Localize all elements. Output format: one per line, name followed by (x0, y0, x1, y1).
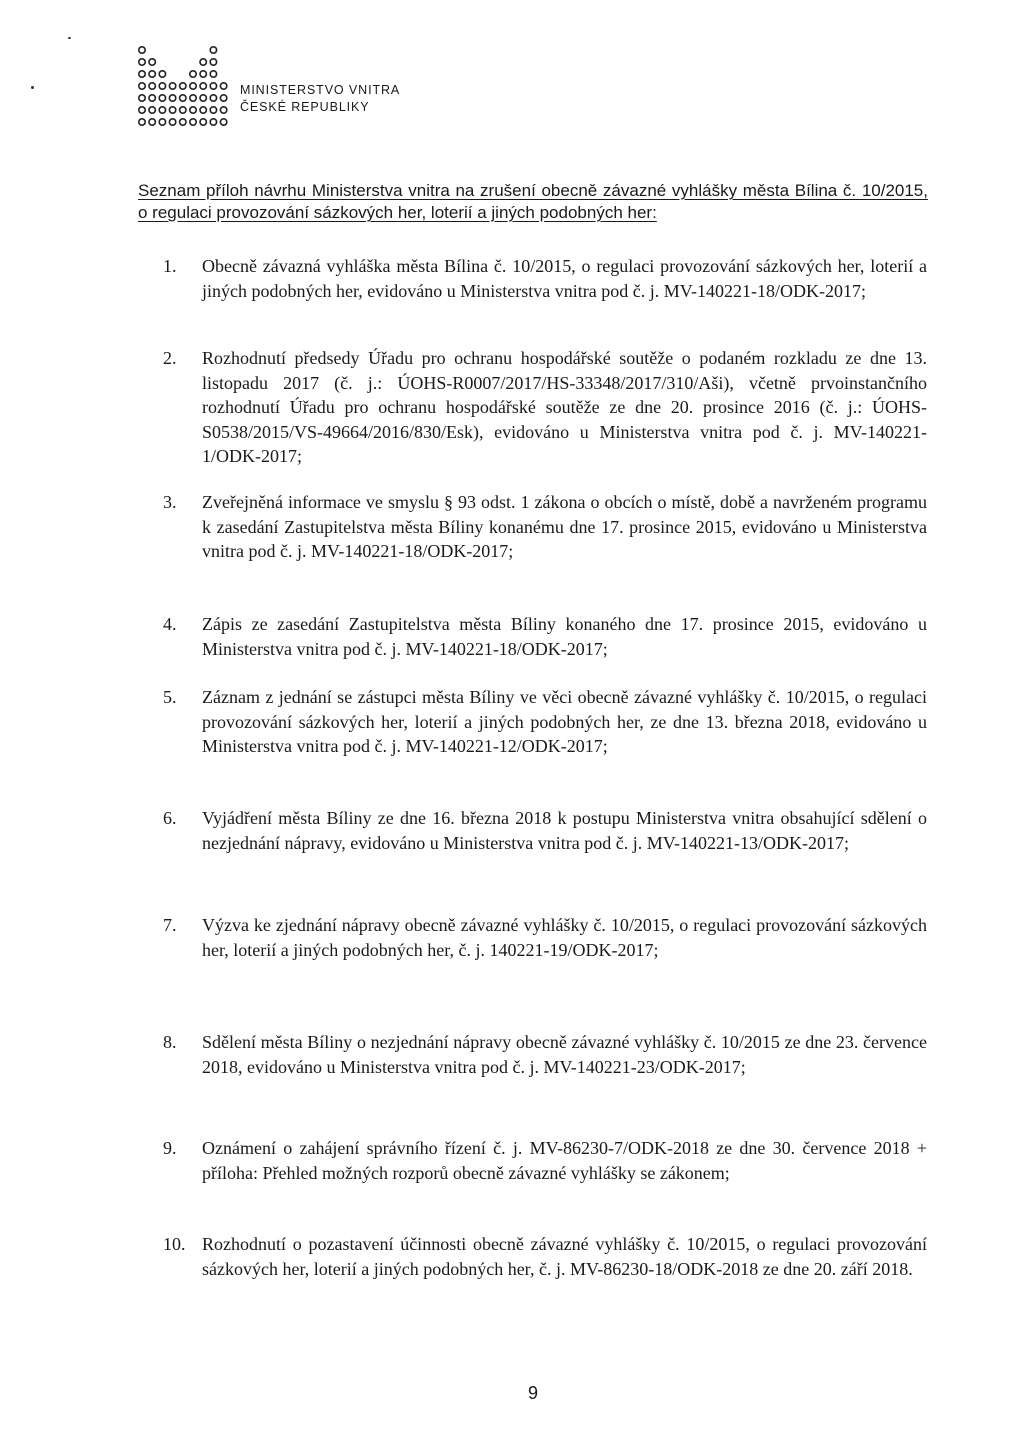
scan-speck (31, 86, 34, 89)
list-item-8 (163, 1030, 927, 1079)
logo-dot (210, 71, 216, 77)
logo-dot (200, 107, 206, 113)
list-item-7 (163, 913, 927, 962)
logo-dot (139, 119, 145, 125)
logo-dot (149, 71, 155, 77)
logo-dot (200, 71, 206, 77)
logo-dot (200, 95, 206, 101)
list-item-number: 10. (163, 1234, 186, 1254)
list-item-number: 2. (163, 348, 177, 368)
list-item-number: 1. (163, 256, 177, 276)
logo-dot (210, 107, 216, 113)
logo-dot (180, 95, 186, 101)
list-item-6 (163, 806, 927, 855)
logo-dot (169, 107, 175, 113)
logo-dot (180, 119, 186, 125)
logo-dot (210, 47, 216, 53)
dot-matrix-logo-icon (138, 46, 230, 132)
list-item-text: Oznámení o zahájení správního řízení č. j. MV-86230-7/ODK-2018 ze dne 30. července 2018 + příloha: Přehled možných rozporů obecně závazné vyhlášky se zákonem; (202, 1138, 927, 1183)
logo-dot (139, 107, 145, 113)
list-item-9 (163, 1136, 927, 1185)
logo-dot (210, 119, 216, 125)
logo-dot (139, 59, 145, 65)
list-item-number: 4. (163, 614, 177, 634)
logo-dot (139, 95, 145, 101)
logo-dot (149, 119, 155, 125)
logo-dot (200, 59, 206, 65)
logo-dot (139, 71, 145, 77)
page-number: 9 (527, 1383, 538, 1403)
list-item-text: Záznam z jednání se zástupci města Bíliny ve věci obecně závazné vyhlášky č. 10/2015, o regulaci provozování sázkových her, loterií a jiných podobných her, ze dne 13. března 2018, evidováno u Ministerstva vnitra pod č. j. MV-140221-12/ODK-2017; (202, 687, 927, 756)
logo-dot (180, 107, 186, 113)
logo-dot (220, 83, 226, 89)
logo-dot (149, 59, 155, 65)
logo-dot (190, 71, 196, 77)
logo-dot (190, 83, 196, 89)
ministry-name-line1: MINISTERSTVO VNITRA (240, 83, 401, 97)
logo-dot (159, 107, 165, 113)
list-item-text: Sdělení města Bíliny o nezjednání nápravy obecně závazné vyhlášky č. 10/2015 ze dne 23. července 2018, evidováno u Ministerstva vnitra pod č. j. MV-140221-23/ODK-2017; (202, 1032, 927, 1077)
logo-dot (159, 95, 165, 101)
logo-dot (180, 83, 186, 89)
logo-dot (210, 59, 216, 65)
logo-dot (220, 119, 226, 125)
logo-dot (220, 95, 226, 101)
list-item-number: 7. (163, 915, 177, 935)
list-item-4 (163, 612, 927, 661)
logo-dot (200, 119, 206, 125)
scan-speck (68, 37, 71, 39)
logo-dot (210, 95, 216, 101)
ministry-name-line2: ČESKÉ REPUBLIKY (240, 100, 370, 114)
logo-dot (139, 83, 145, 89)
list-item-2 (163, 346, 927, 469)
list-item-5 (163, 685, 927, 759)
logo-dot (190, 119, 196, 125)
list-item-text: Výzva ke zjednání nápravy obecně závazné vyhlášky č. 10/2015, o regulaci provozování sázkových her, loterií a jiných podobných her, č. j. 140221-19/ODK-2017; (202, 915, 927, 960)
logo-dot (169, 119, 175, 125)
list-item-number: 8. (163, 1032, 177, 1052)
list-item-text: Rozhodnutí předsedy Úřadu pro ochranu hospodářské soutěže o podaném rozkladu ze dne 13. listopadu 2017 (č. j.: ÚOHS-R0007/2017/HS-33348/2017/310/Aši), včetně prvoinstančního rozhodnutí Úřadu pro ochranu hospodářské soutěže ze dne 20. prosince 2016 (č. j.: ÚOHS-S0538/2015/VS-49664/2016/830/Esk), evidováno u Ministerstva vnitra pod č. j. MV-140221-1/ODK-2017; (202, 348, 927, 466)
ministry-name (240, 82, 400, 116)
list-item-number: 9. (163, 1138, 177, 1158)
logo-dot (190, 95, 196, 101)
logo-dot (169, 83, 175, 89)
list-item-number: 3. (163, 492, 177, 512)
list-item-text: Obecně závazná vyhláška města Bílina č. 10/2015, o regulaci provozování sázkových her, loterií a jiných podobných her, evidováno u Ministerstva vnitra pod č. j. MV-140221-18/ODK-2017; (202, 256, 927, 301)
list-item-text: Vyjádření města Bíliny ze dne 16. března 2018 k postupu Ministerstva vnitra obsahující sdělení o nezjednání nápravy, evidováno u Ministerstva vnitra pod č. j. MV-140221-13/ODK-2017; (202, 808, 927, 853)
logo-dot (149, 83, 155, 89)
list-item-text: Zápis ze zasedání Zastupitelstva města Bíliny konaného dne 17. prosince 2015, evidováno u Ministerstva vnitra pod č. j. MV-140221-18/ODK-2017; (202, 614, 927, 659)
logo-dot (139, 47, 145, 53)
logo-dot (149, 107, 155, 113)
logo-dot (220, 107, 226, 113)
list-item-1 (163, 254, 927, 303)
logo-dot (169, 95, 175, 101)
logo-dot (190, 107, 196, 113)
list-item-3 (163, 490, 927, 564)
list-item-10 (163, 1232, 927, 1281)
list-item-text: Rozhodnutí o pozastavení účinnosti obecně závazné vyhlášky č. 10/2015, o regulaci provozování sázkových her, loterií a jiných podobných her, č. j. MV-86230-18/ODK-2018 ze dne 20. září 2018. (202, 1234, 927, 1279)
logo-dot (159, 119, 165, 125)
ministry-logo (138, 46, 230, 132)
logo-dot (159, 71, 165, 77)
list-item-number: 5. (163, 687, 177, 707)
list-item-number: 6. (163, 808, 177, 828)
attachments-list-heading: Seznam příloh návrhu Ministerstva vnitra na zrušení obecně závazné vyhlášky města Bílina č. 10/2015, o regulaci provozování sázkových her, loterií a jiných podobných her: (138, 181, 928, 222)
list-item-text: Zveřejněná informace ve smyslu § 93 odst. 1 zákona o obcích o místě, době a navrženém programu k zasedání Zastupitelstva města Bíliny konanému dne 17. prosince 2015, evidováno u Ministerstva vnitra pod č. j. MV-140221-18/ODK-2017; (202, 492, 927, 561)
logo-dot (159, 83, 165, 89)
logo-dot (200, 83, 206, 89)
logo-dot (210, 83, 216, 89)
logo-dot (149, 95, 155, 101)
